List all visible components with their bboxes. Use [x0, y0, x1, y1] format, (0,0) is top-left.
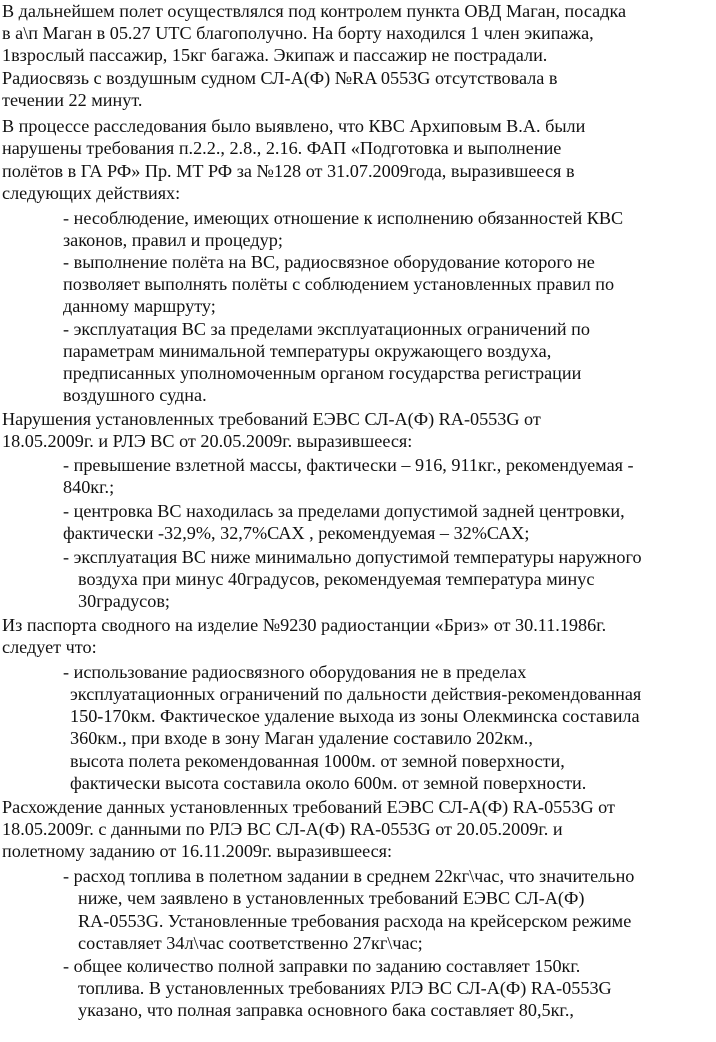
text-line: составляет 34л\час соответственно 27кг\час; [78, 933, 423, 953]
text-line: - использование радиосвязного оборудования не в пределах [63, 662, 527, 682]
text-line: воздушного судна. [63, 385, 207, 405]
text-line: 30градусов; [78, 591, 170, 611]
text-line: Из паспорта сводного на изделие №9230 радиостанции «Бриз» от 30.11.1986г. [2, 615, 607, 635]
text-line: - эксплуатация ВС ниже минимально допустимой температуры наружного [63, 547, 642, 567]
text-line: следующих действиях: [2, 183, 181, 203]
text-line: В процессе расследования было выявлено, что КВС Архиповым В.А. были [2, 116, 586, 136]
text-line: - несоблюдение, имеющих отношение к исполнению обязанностей КВС [63, 208, 624, 228]
text-line: 18.05.2009г. и РЛЭ ВС от 20.05.2009г. выразившееся: [2, 431, 413, 451]
text-line: - выполнение полёта на ВС, радиосвязное оборудование которого не [63, 252, 595, 272]
text-line: RA-0553G. Установленные требования расхода на крейсерском режиме [78, 911, 632, 931]
text-line: топлива. В установленных требованиях РЛЭ ВС СЛ-А(Ф) RA-0553G [78, 978, 612, 998]
text-line: ниже, чем заявлено в установленных требований ЕЭВС СЛ-А(Ф) [78, 888, 585, 908]
text-line: воздуха при минус 40градусов, рекомендуемая температура минус [78, 569, 595, 589]
text-line: Нарушения установленных требований ЕЭВС СЛ-А(Ф) RA-0553G от [2, 409, 541, 429]
text-line: фактически -32,9%, 32,7%САХ , рекомендуемая – 32%САХ; [63, 523, 530, 543]
text-line: законов, правил и процедур; [63, 230, 283, 250]
text-line: нарушены требования п.2.2., 2.8., 2.16. ФАП «Подготовка и выполнение [2, 138, 562, 158]
text-line: - эксплуатация ВС за пределами эксплуатационных ограничений по [63, 319, 590, 339]
text-line: В дальнейшем полет осуществлялся под контролем пункта ОВД Маган, посадка [2, 1, 627, 21]
text-line: - превышение взлетной массы, фактически – 916, 911кг., рекомендуемая - [63, 455, 634, 475]
text-line: фактически высота составила около 600м. от земной поверхности. [70, 773, 587, 793]
text-line: в а\п Маган в 05.27 UTC благополучно. На борту находился 1 член экипажа, [2, 23, 594, 43]
text-line: данному маршруту; [63, 296, 216, 316]
text-line: параметрам минимальной температуры окружающего воздуха, [63, 341, 552, 361]
text-line: - центровка ВС находилась за пределами допустимой задней центровки, [63, 501, 625, 521]
text-line: 150-170км. Фактическое удаление выхода из зоны Олекминска составила [70, 706, 640, 726]
text-line: полётов в ГА РФ» Пр. МТ РФ за №128 от 31.07.2009года, выразившееся в [2, 161, 575, 181]
text-line: - расход топлива в полетном задании в среднем 22кг\час, что значительно [63, 866, 635, 886]
text-line: течении 22 минут. [2, 90, 143, 110]
text-line: 18.05.2009г. с данными по РЛЭ ВС СЛ-А(Ф) RA-0553G от 20.05.2009г. и [2, 819, 563, 839]
text-line: - общее количество полной заправки по заданию составляет 150кг. [63, 956, 581, 976]
text-line: 360км., при входе в зону Маган удаление составило 202км., [70, 728, 533, 748]
text-line: позволяет выполнять полёты с соблюдением установленных правил по [63, 274, 615, 294]
text-line: эксплуатационных ограничений по дальности действия-рекомендованная [70, 684, 642, 704]
text-line: следует что: [2, 637, 97, 657]
text-line: 1взрослый пассажир, 15кг багажа. Экипаж и пассажир не пострадали. [2, 45, 548, 65]
text-line: Расхождение данных установленных требований ЕЭВС СЛ-А(Ф) RA-0553G от [2, 797, 615, 817]
text-line: полетному заданию от 16.11.2009г. выразившееся: [2, 841, 393, 861]
text-line: Радиосвязь с воздушным судном СЛ-А(Ф) №RA 0553G отсутствовала в [2, 68, 558, 88]
text-line: предписанных уполномоченным органом государства регистрации [63, 363, 582, 383]
text-line: указано, что полная заправка основного бака составляет 80,5кг., [78, 1000, 574, 1020]
text-line: высота полета рекомендованная 1000м. от земной поверхности, [70, 751, 565, 771]
text-line: 840кг.; [63, 477, 115, 497]
